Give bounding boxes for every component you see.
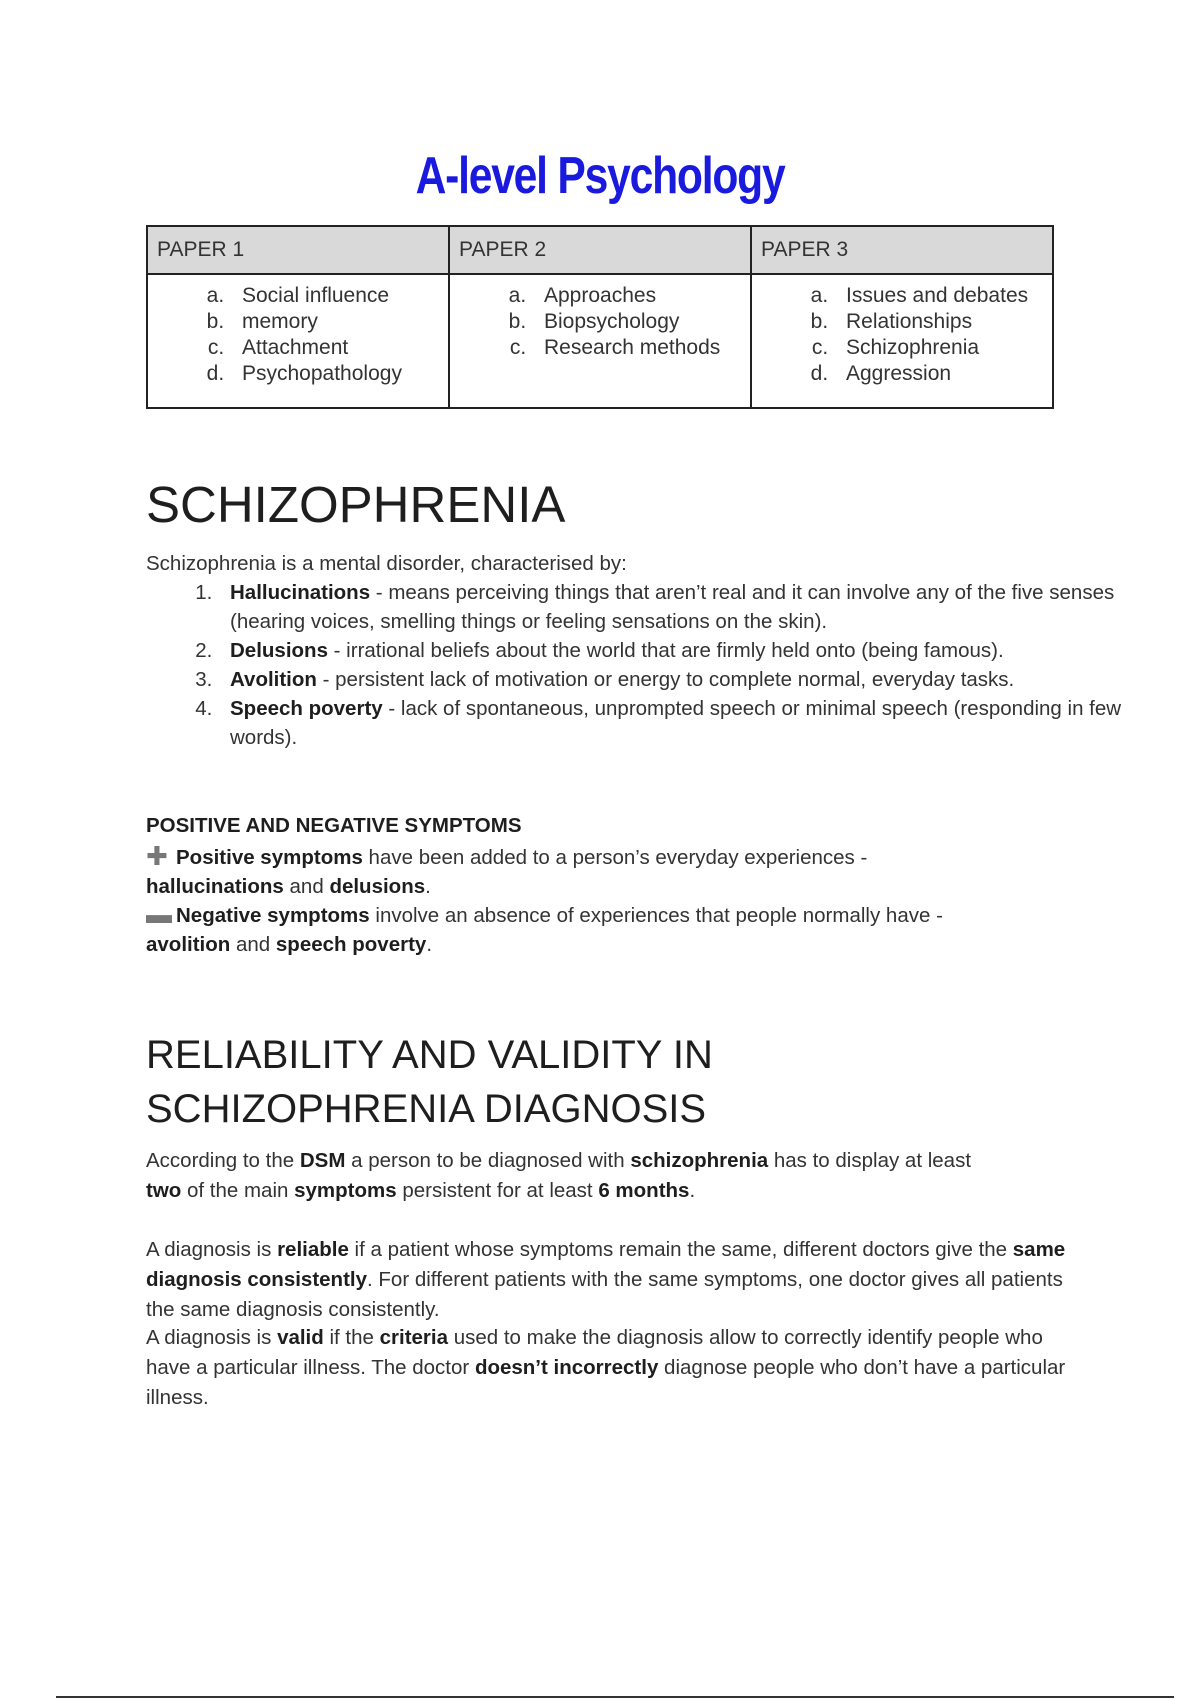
list-item: b. memory [230, 309, 448, 335]
negative-and: and [230, 933, 276, 956]
list-item: a. Social influence [230, 283, 448, 309]
bold-run: 6 months [598, 1179, 690, 1202]
list-item: d. Aggression [834, 361, 1052, 387]
papers-topics-row [147, 274, 1053, 408]
symptom-description: - persistent lack of motivation or energy to complete normal, everyday tasks. [316, 668, 1015, 691]
symptom-description: - lack of spontaneous, unprompted speech or minimal speech (responding in few words). [230, 697, 1122, 749]
text-run: A diagnosis is [146, 1238, 278, 1261]
symptom-avolition [218, 665, 1158, 694]
symptom-term: Delusions [230, 639, 328, 662]
bold-run: doesn’t incorrectly [474, 1356, 659, 1379]
negative-end: . [426, 933, 433, 956]
positive-example-1: hallucinations [146, 875, 284, 898]
text-run: of the main [181, 1179, 295, 1202]
negative-symptoms-paragraph [146, 901, 1086, 959]
bold-run: criteria [379, 1326, 449, 1349]
paper-3-header: PAPER 3 [751, 226, 1053, 274]
bold-run: schizophrenia [630, 1149, 769, 1172]
paper-2-header: PAPER 2 [449, 226, 751, 274]
bold-run: same diagnosis consistently [146, 1238, 1066, 1291]
list-item: b. Relationships [834, 309, 1052, 335]
text-run: if a patient whose symptoms remain the same, different doctors give the [348, 1238, 1013, 1261]
negative-example-1: avolition [146, 933, 231, 956]
text-run: diagnose people who don’t have a particular illness. [146, 1356, 1066, 1409]
positive-text: have been added to a person’s everyday experiences - [362, 846, 868, 869]
dsm-paragraph [146, 1146, 1066, 1206]
papers-header-row [147, 226, 1053, 274]
symptom-description: - irrational beliefs about the world that are firmly held onto (being famous). [327, 639, 1004, 662]
bold-run: valid [277, 1326, 324, 1349]
reliability-heading-line-2: SCHIZOPHRENIA DIAGNOSIS [146, 1087, 707, 1131]
symptom-term: Speech poverty [230, 697, 383, 720]
symptom-speech-poverty [218, 694, 1158, 752]
positive-term: Positive symptoms [176, 846, 363, 869]
positive-example-2: delusions [329, 875, 426, 898]
plus-icon: ✚ [146, 841, 168, 871]
bold-run: DSM [299, 1149, 346, 1172]
list-item: b. Biopsychology [532, 309, 750, 335]
negative-term: Negative symptoms [176, 904, 370, 927]
reliability-heading [146, 1028, 713, 1136]
text-run: has to display at least [768, 1149, 972, 1172]
positive-end: . [425, 875, 431, 898]
bold-run: reliable [277, 1238, 349, 1261]
paper-2-topics [449, 274, 751, 408]
valid-paragraph [146, 1323, 1066, 1413]
list-item: c. Research methods [532, 335, 750, 361]
positive-negative-heading: POSITIVE AND NEGATIVE SYMPTOMS [146, 814, 522, 837]
list-item: d. Psychopathology [230, 361, 448, 387]
list-item: c. Attachment [230, 335, 448, 361]
text-run: A diagnosis is [146, 1326, 278, 1349]
negative-text: involve an absence of experiences that people normally have - [369, 904, 943, 927]
schizophrenia-intro: Schizophrenia is a mental disorder, characterised by: [146, 552, 627, 575]
list-item: a. Issues and debates [834, 283, 1052, 309]
symptom-term: Avolition [230, 668, 317, 691]
document-title: A-level Psychology [415, 147, 785, 205]
symptoms-list [146, 578, 1158, 752]
text-run: used to make the diagnosis allow to correctly identify people who have a particular illness. The doctor [146, 1326, 1043, 1379]
minus-icon: ▬ [146, 899, 172, 929]
text-run: if the [323, 1326, 380, 1349]
paper-1-header: PAPER 1 [147, 226, 449, 274]
papers-table [146, 225, 1054, 409]
schizophrenia-heading: SCHIZOPHRENIA [146, 476, 566, 533]
text-run: a person to be diagnosed with [345, 1149, 631, 1172]
negative-example-2: speech poverty [275, 933, 427, 956]
list-item: a. Approaches [532, 283, 750, 309]
paper-1-topics [147, 274, 449, 408]
text-run: According to the [146, 1149, 300, 1172]
text-run: persistent for at least [396, 1179, 599, 1202]
bold-run: two [146, 1179, 182, 1202]
positive-and: and [283, 875, 330, 898]
symptom-delusions [218, 636, 1158, 665]
text-run: . For different patients with the same symptoms, one doctor gives all patients the same diagnosis consistently. [146, 1268, 1063, 1321]
symptom-hallucinations [218, 578, 1158, 636]
list-item: c. Schizophrenia [834, 335, 1052, 361]
bottom-divider [56, 1696, 1174, 1698]
symptom-description: - means perceiving things that aren’t real and it can involve any of the five senses (hearing voices, smelling things or feeling sensations on the skin). [230, 581, 1115, 633]
symptom-term: Hallucinations [230, 581, 371, 604]
paper-3-topics [751, 274, 1053, 408]
positive-symptoms-paragraph [146, 843, 1086, 901]
reliable-paragraph [146, 1235, 1066, 1325]
text-run: . [689, 1179, 696, 1202]
bold-run: symptoms [294, 1179, 397, 1202]
reliability-heading-line-1: RELIABILITY AND VALIDITY IN [146, 1033, 713, 1077]
